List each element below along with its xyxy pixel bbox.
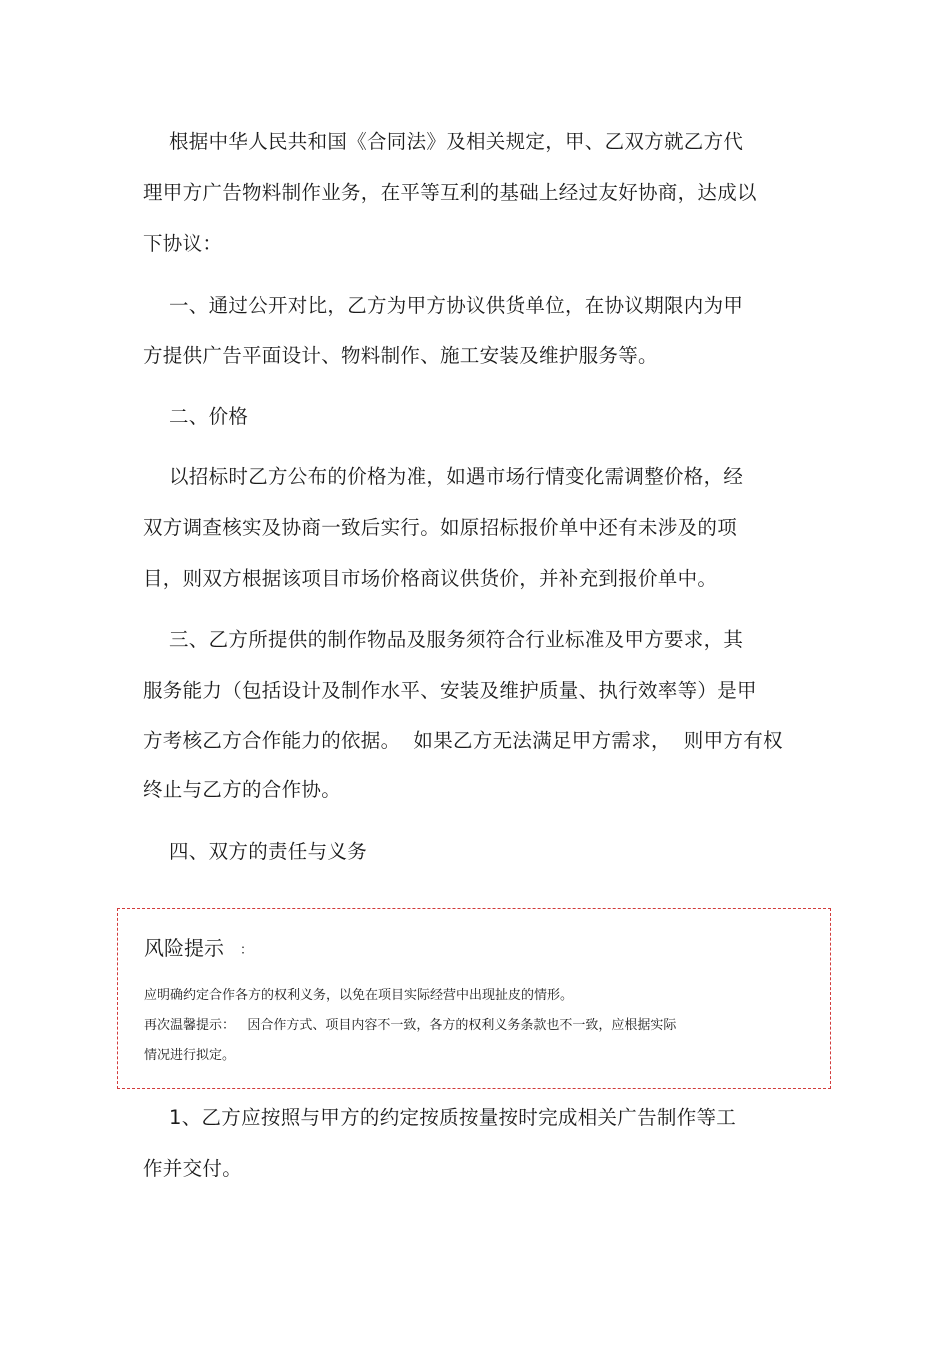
paragraph-line: 理甲方广告物料制作业务，在平等互利的基础上经过友好协商，达成以 bbox=[143, 181, 757, 204]
section-heading: 四、双方的责任与义务 bbox=[143, 840, 367, 863]
paragraph-line: 作并交付。 bbox=[143, 1157, 243, 1180]
paragraph-line: 双方调查核实及协商一致后实行。如原招标报价单中还有未涉及的项 bbox=[143, 516, 738, 539]
paragraph-line: 终止与乙方的合作协。 bbox=[143, 778, 342, 801]
paragraph-line: 目，则双方根据该项目市场价格商议供货价，并补充到报价单中。 bbox=[143, 567, 718, 590]
risk-notice-line: 应明确约定合作各方的权利义务，以免在项目实际经营中出现扯皮的情形。 bbox=[144, 988, 574, 1003]
risk-notice-line: 情况进行拟定。 bbox=[144, 1048, 236, 1063]
paragraph-line: 一、通过公开对比，乙方为甲方协议供货单位，在协议期限内为甲 bbox=[143, 294, 744, 317]
paragraph-line: 下协议： bbox=[143, 232, 223, 255]
risk-notice-colon: ： bbox=[240, 943, 254, 958]
paragraph-line: 方提供广告平面设计、物料制作、施工安装及维护服务等。 bbox=[143, 344, 658, 367]
paragraph-line: 根据中华人民共和国《合同法》及相关规定，甲、乙双方就乙方代 bbox=[143, 130, 744, 153]
section-heading: 二、价格 bbox=[143, 405, 249, 428]
paragraph-line: 1、乙方应按照与甲方的约定按质按量按时完成相关广告制作等工 bbox=[143, 1106, 737, 1129]
paragraph-line: 方考核乙方合作能力的依据。 如果乙方无法满足甲方需求， 则甲方有权 bbox=[143, 729, 783, 752]
risk-notice-title: 风险提示 bbox=[144, 936, 224, 960]
risk-notice-box bbox=[117, 908, 831, 1089]
paragraph-line: 三、乙方所提供的制作物品及服务须符合行业标准及甲方要求，其 bbox=[143, 628, 744, 651]
paragraph-line: 服务能力（包括设计及制作水平、安装及维护质量、执行效率等）是甲 bbox=[143, 679, 757, 702]
paragraph-line: 以招标时乙方公布的价格为准，如遇市场行情变化需调整价格，经 bbox=[143, 465, 744, 488]
risk-notice-line: 再次温馨提示： 因合作方式、项目内容不一致，各方的权利义务条款也不一致，应根据实际 bbox=[144, 1018, 677, 1033]
